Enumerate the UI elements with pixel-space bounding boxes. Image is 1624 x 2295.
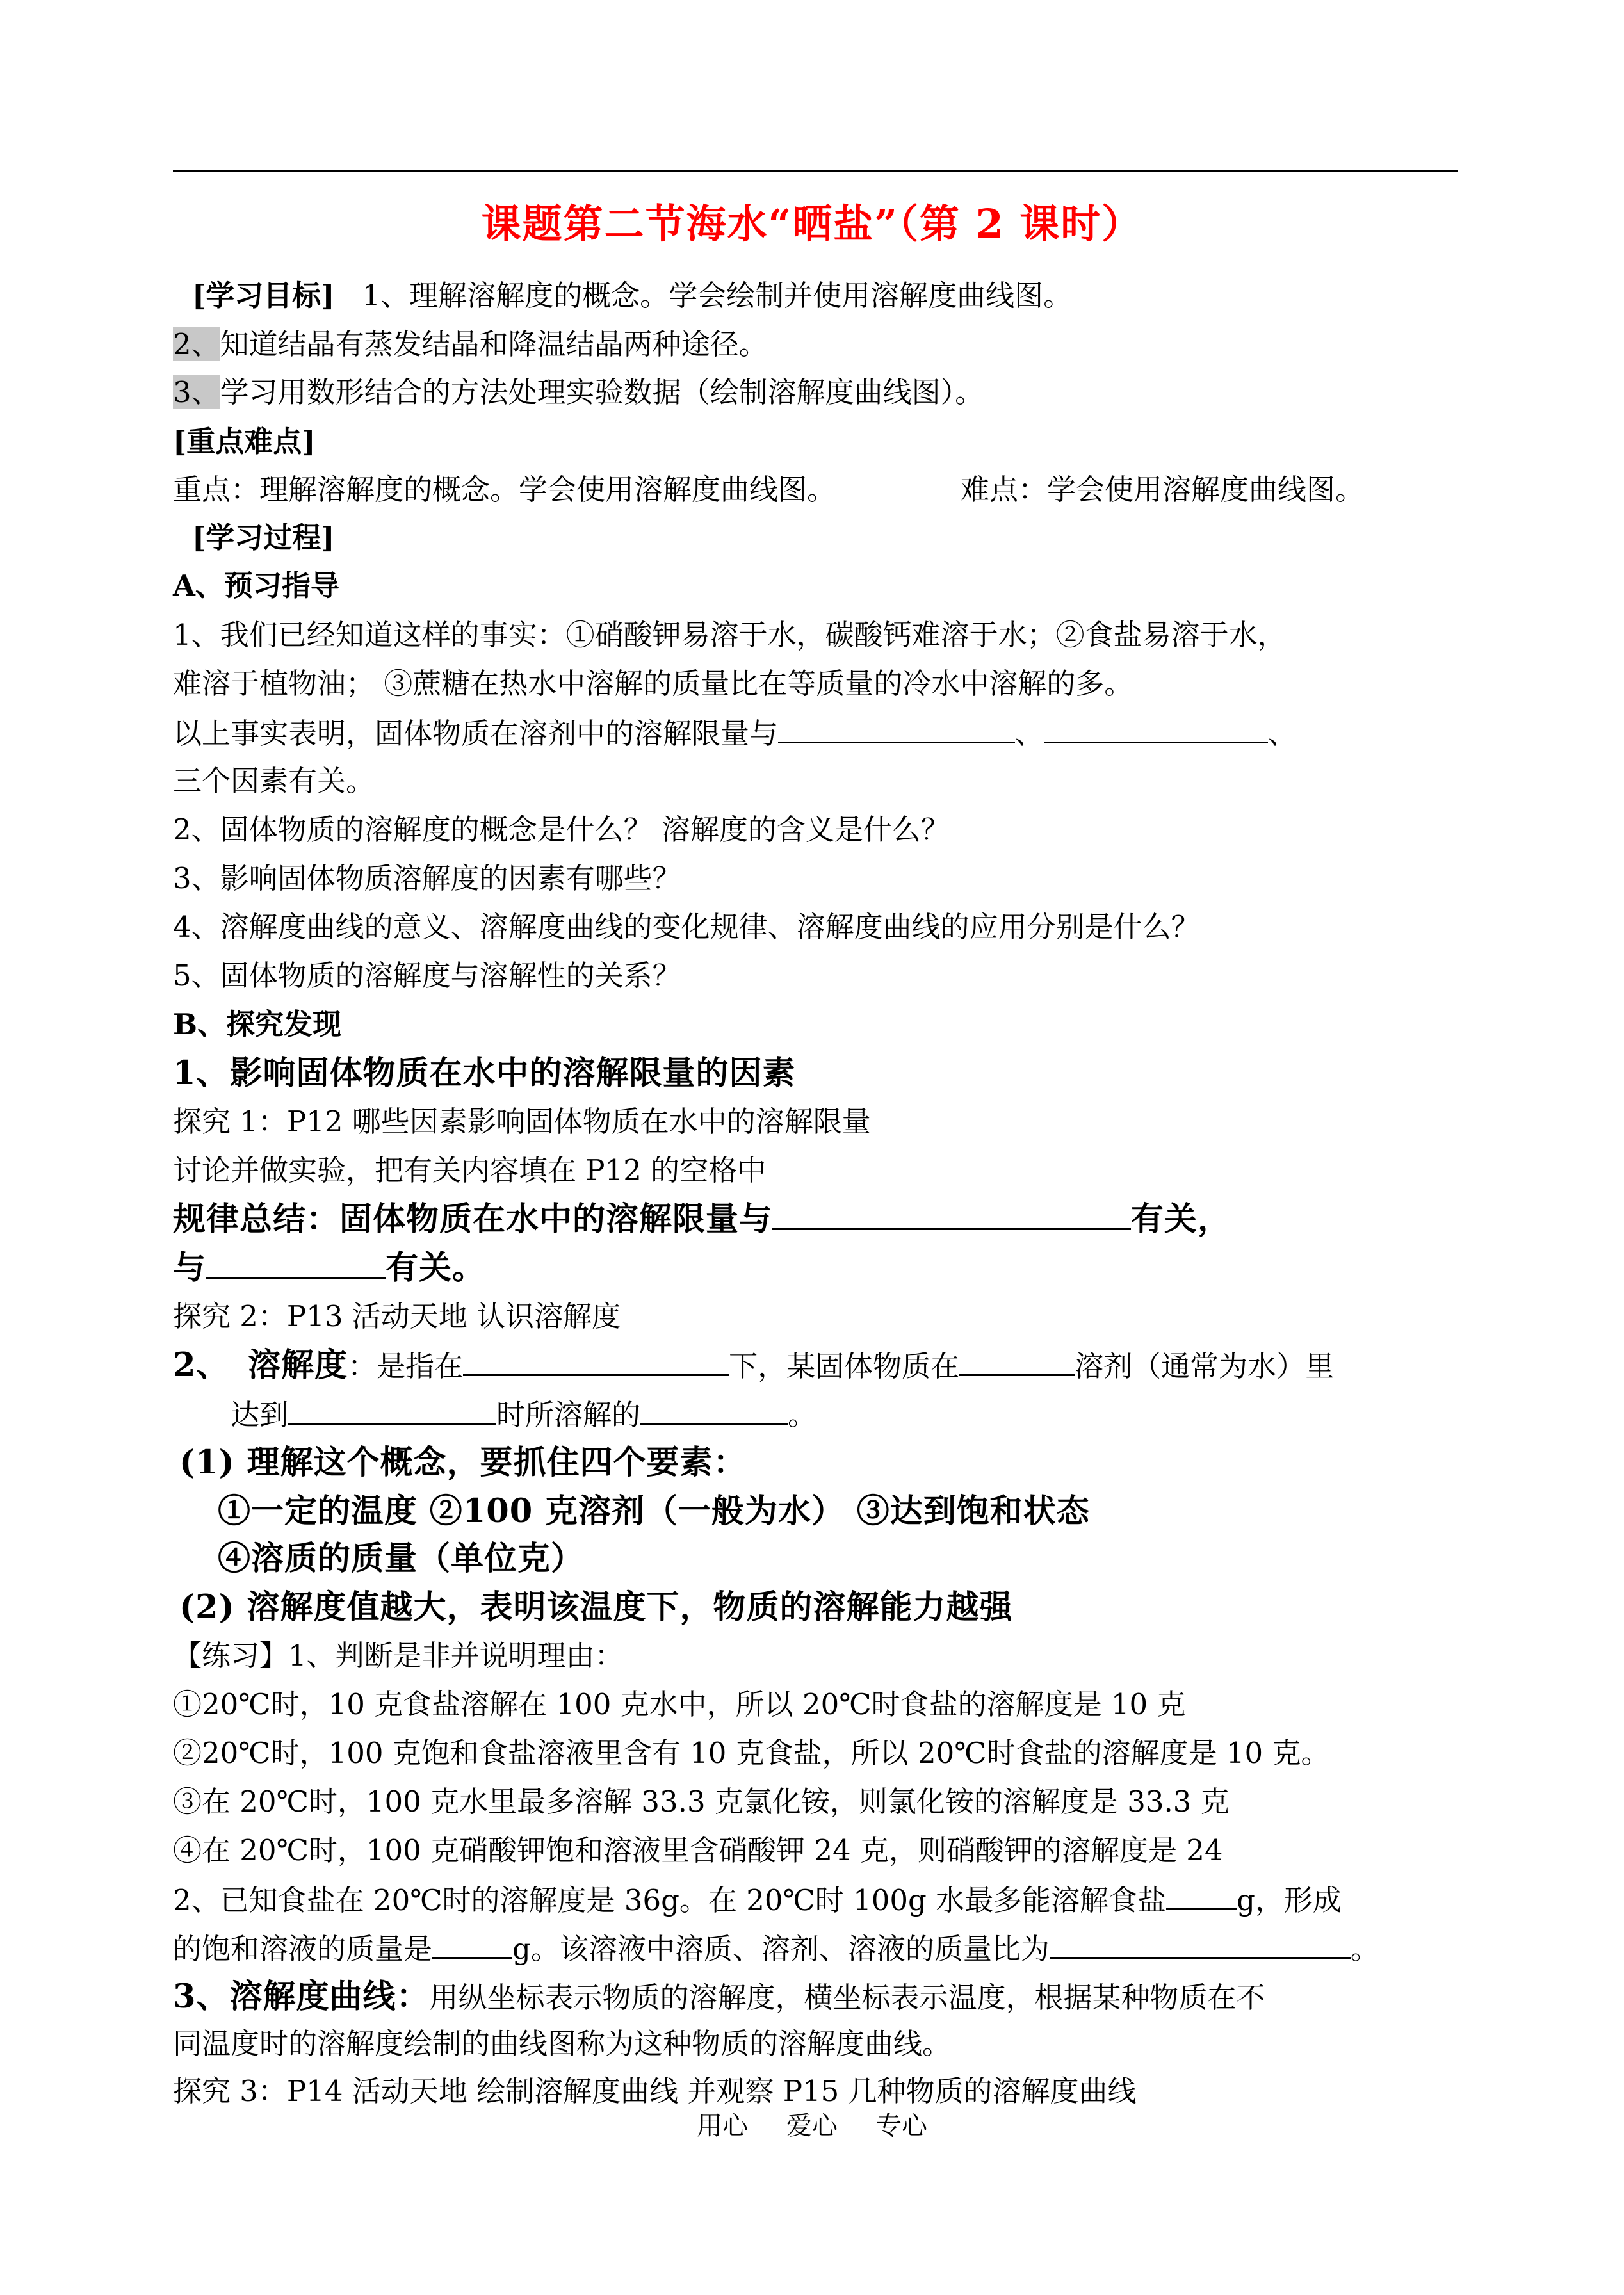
prep-question-1-line1: 1、我们已经知道这样的事实：①硝酸钾易溶于水，碳酸钙难溶于水；②食盐易溶于水，	[173, 618, 1287, 652]
objective-3-text: 学习用数形结合的方法处理实验数据（绘制溶解度曲线图）。	[220, 375, 984, 409]
fill-blank[interactable]	[959, 1346, 1075, 1376]
prep-question-1-line4: 三个因素有关。	[173, 764, 375, 798]
summary-with: 与	[173, 1249, 207, 1287]
definition-line2	[231, 1395, 816, 1434]
summary-related: 有关。	[386, 1249, 486, 1287]
prep-question-4: 4、溶解度曲线的意义、溶解度曲线的变化规律、溶解度曲线的应用分别是什么？	[173, 910, 1200, 944]
separator: 、	[1015, 717, 1044, 750]
exercise-2-text-c: 的饱和溶液的质量是	[173, 1932, 433, 1966]
definition-text-f: 。	[788, 1398, 817, 1432]
footer-text-3: 专心	[876, 2111, 927, 2141]
definition-label: 溶解度	[248, 1346, 348, 1384]
discuss-instruction: 讨论并做实验，把有关内容填在 P12 的空格中	[173, 1153, 767, 1187]
exercise-item-1: ①20℃时，10 克食盐溶解在 100 克水中，所以 20℃时食盐的溶解度是 10 克	[173, 1687, 1186, 1721]
definition-text-b: 下，某固体物质在	[729, 1349, 960, 1383]
separator: 、	[1268, 717, 1297, 750]
objective-2	[173, 325, 768, 364]
objectives-line	[192, 277, 1072, 315]
section-a-heading: A、预习指导	[173, 569, 339, 603]
fill-blank[interactable]	[1044, 713, 1268, 743]
objective-1: 1、理解溶解度的概念。学会绘制并使用溶解度曲线图。	[362, 279, 1073, 312]
explore-3: 探究 3：P14 活动天地 绘制溶解度曲线 并观察 P15 几种物质的溶解度曲线	[173, 2074, 1137, 2108]
summary-label: 规律总结：	[173, 1200, 340, 1238]
summary-text: 固体物质在水中的溶解限量与	[339, 1200, 773, 1238]
solubility-larger: (2) 溶解度值越大，表明该温度下，物质的溶解能力越强	[179, 1588, 1013, 1626]
key-points-label: [重点难点]	[173, 425, 316, 458]
definition-number: 2、	[173, 1346, 230, 1384]
four-elements-line2: ④溶质的质量（单位克）	[218, 1539, 585, 1578]
exercise-item-4: ④在 20℃时，100 克硝酸钾饱和溶液里含硝酸钾 24 克，则硝酸钾的溶解度是 24	[173, 1833, 1223, 1867]
curve-definition-line1	[173, 1977, 1265, 2017]
difficult-point: 难点：学会使用溶解度曲线图。	[961, 473, 1365, 507]
prep-question-3: 3、影响固体物质溶解度的因素有哪些？	[173, 861, 681, 895]
summary-tail: 有关，	[1131, 1200, 1231, 1238]
objective-2-text: 知道结晶有蒸发结晶和降温结晶两种途径。	[220, 327, 768, 361]
footer-text-1: 用心	[697, 2111, 748, 2141]
understand-concept: (1) 理解这个概念，要抓住四个要素：	[179, 1443, 747, 1482]
exercise-2-text-b: g，形成	[1237, 1883, 1342, 1917]
prep-question-5: 5、固体物质的溶解度与溶解性的关系？	[173, 959, 681, 993]
fill-blank[interactable]	[772, 1200, 1131, 1230]
process-label: [学习过程]	[192, 521, 335, 555]
explore-1: 探究 1：P12 哪些因素影响固体物质在水中的溶解限量	[173, 1105, 871, 1139]
key-point-main: 重点：理解溶解度的概念。学会使用溶解度曲线图。	[173, 473, 836, 507]
definition-text-d: 达到	[231, 1398, 289, 1432]
fill-blank[interactable]	[640, 1395, 788, 1425]
exercise-2-text-d: g。该溶液中溶质、溶剂、溶液的质量比为	[512, 1932, 1050, 1966]
factor-heading: 1、影响固体物质在水中的溶解限量的因素	[173, 1054, 796, 1092]
fill-blank[interactable]	[1166, 1880, 1237, 1910]
definition-text-e: 时所溶解的	[496, 1398, 641, 1432]
exercise-item-3: ③在 20℃时，100 克水里最多溶解 33.3 克氯化铵，则氯化铵的溶解度是 33.3 克	[173, 1785, 1230, 1819]
prep-question-1-line2: 难溶于植物油； ③蔗糖在热水中溶解的质量比在等质量的冷水中溶解的多。	[173, 667, 1133, 701]
fill-blank[interactable]	[206, 1249, 386, 1279]
prep-question-1-text: 以上事实表明，固体物质在溶剂中的溶解限量与	[173, 717, 779, 750]
fill-blank[interactable]	[778, 713, 1015, 743]
prep-question-1-line3	[173, 713, 1297, 753]
explore-2: 探究 2：P13 活动天地 认识溶解度	[173, 1299, 621, 1333]
summary-line2	[173, 1249, 485, 1287]
page-title: 课题第二节海水“晒盐”（第 2 课时）	[481, 200, 1143, 247]
header-rule	[173, 170, 1458, 172]
fill-blank[interactable]	[432, 1929, 512, 1959]
exercise-2-text-a: 2、已知食盐在 20℃时的溶解度是 36g。在 20℃时 100g 水最多能溶解食盐	[173, 1883, 1167, 1917]
definition-text-a: ：是指在	[348, 1349, 464, 1383]
prep-question-2: 2、固体物质的溶解度的概念是什么？ 溶解度的含义是什么？	[173, 813, 950, 847]
definition-text-c: 溶剂（通常为水）里	[1075, 1349, 1335, 1383]
page-footer	[0, 2105, 1624, 2142]
fill-blank[interactable]	[463, 1346, 729, 1376]
summary-line1	[173, 1200, 1231, 1238]
curve-text: 用纵坐标表示物质的溶解度，横坐标表示温度，根据某种物质在不	[429, 1981, 1265, 2015]
four-elements-line1: ①一定的温度 ②100 克溶剂（一般为水） ③达到饱和状态	[218, 1492, 1090, 1530]
objectives-label: [学习目标]	[192, 279, 335, 312]
curve-definition-line2: 同温度时的溶解度绘制的曲线图称为这种物质的溶解度曲线。	[173, 2027, 952, 2061]
exercise-2-text-e: 。	[1350, 1932, 1379, 1966]
exercise-2-line1	[173, 1880, 1342, 1920]
exercise-item-2: ②20℃时，100 克饱和食盐溶液里含有 10 克食盐，所以 20℃时食盐的溶解度是 10 克。	[173, 1736, 1330, 1770]
footer-text-2: 爱心	[786, 2111, 838, 2141]
definition-line1	[173, 1346, 1334, 1386]
section-b-heading: B、探究发现	[173, 1007, 342, 1041]
fill-blank[interactable]	[288, 1395, 496, 1425]
objective-3-number: 3、	[173, 375, 220, 409]
exercise-heading: 【练习】1、判断是非并说明理由：	[173, 1639, 624, 1673]
exercise-2-line2	[173, 1929, 1379, 1968]
objective-3	[173, 373, 984, 412]
fill-blank[interactable]	[1050, 1929, 1351, 1959]
objective-2-number: 2、	[173, 327, 220, 361]
curve-label: 3、溶解度曲线：	[173, 1977, 430, 2016]
